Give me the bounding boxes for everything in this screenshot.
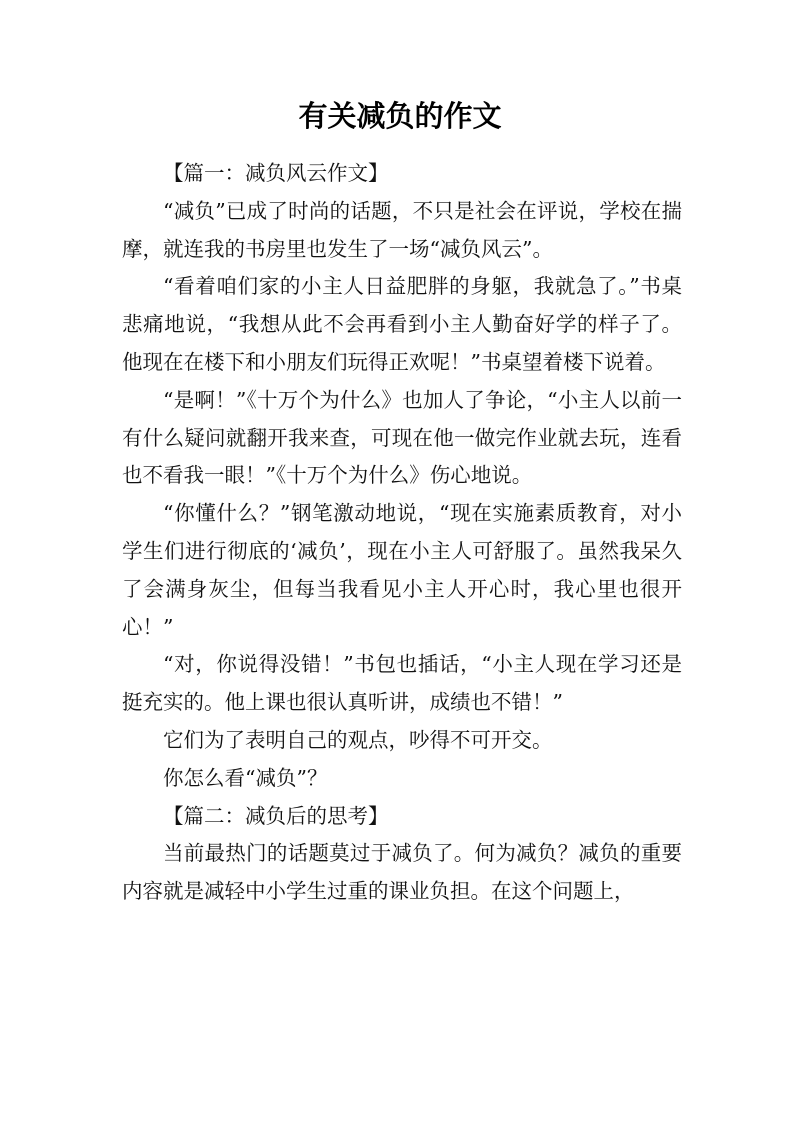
paragraph: “看着咱们家的小主人日益肥胖的身躯，我就急了。”书桌悲痛地说，“我想从此不会再看到小主人勤奋好学的样子了。他现在在楼下和小朋友们玩得正欢呢！”书桌望着楼下说着。 (122, 274, 682, 374)
paragraph: “是啊！”《十万个为什么》也加人了争论，“小主人以前一有什么疑问就翻开我来查，可现在他一做完作业就去玩，连看也不看我一眼！”《十万个为什么》伤心地说。 (122, 387, 682, 488)
paragraph: 它们为了表明自己的观点，吵得不可开交。 (163, 727, 553, 752)
document-body (122, 155, 682, 911)
paragraph: “减负”已成了时尚的话题，不只是社会在评说，学校在揣摩，就连我的书房里也发生了一场“减负风云”。 (122, 198, 682, 261)
paragraph: “你懂什么？”钢笔激动地说，“现在实施素质教育，对小学生们进行彻底的‘减负’，现在小主人可舒服了。虽然我呆久了会满身灰尘，但每当我看见小主人开心时，我心里也很开心！” (122, 501, 682, 639)
document-title: 有关减负的作文 (298, 99, 502, 133)
paragraph: 当前最热门的话题莫过于减负了。何为减负？减负的重要内容就是减轻中小学生过重的课业负担。在这个问题上， (122, 841, 682, 904)
section-heading-1: 【篇一：减负风云作文】 (163, 161, 389, 185)
paragraph: 你怎么看“减负”？ (163, 765, 328, 790)
paragraph: “对，你说得没错！”书包也插话，“小主人现在学习还是挺充实的。他上课也很认真听讲，成绩也不错！” (122, 652, 682, 715)
section-heading-2: 【篇二：减负后的思考】 (163, 803, 389, 828)
